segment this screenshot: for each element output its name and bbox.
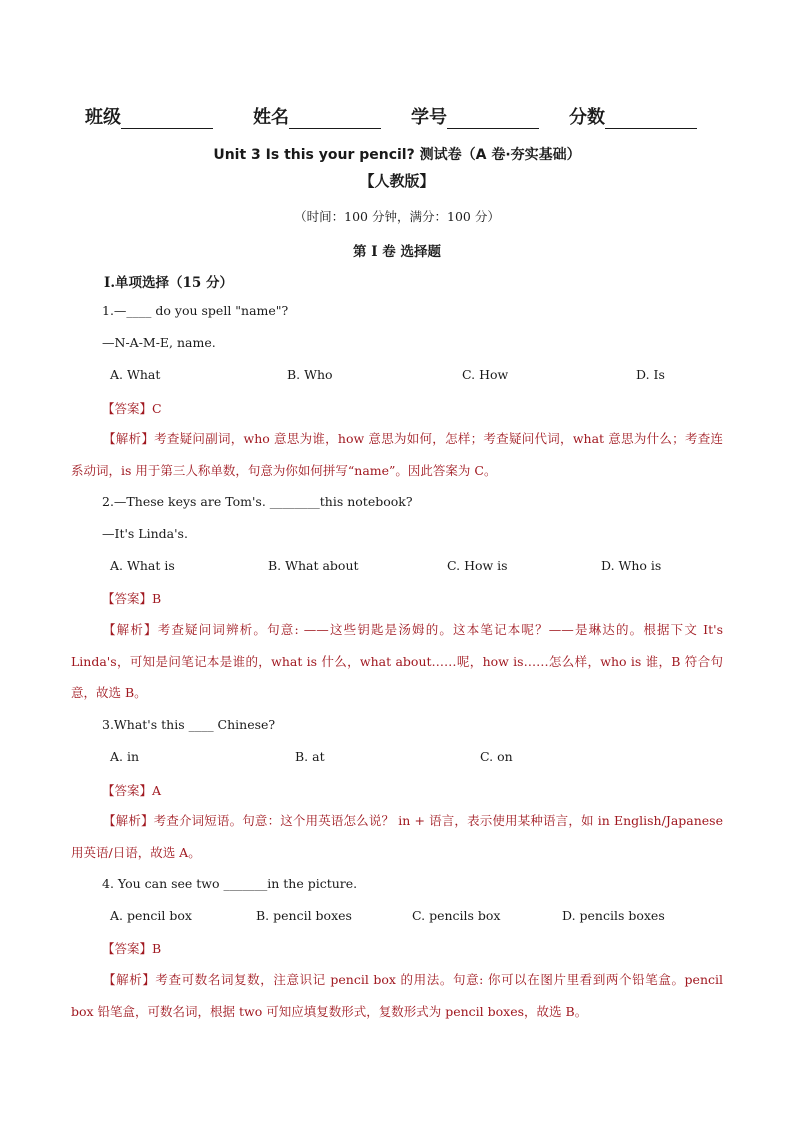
q4-option-d[interactable]: D. pencils boxes: [562, 908, 665, 923]
q2-answer: 【答案】B: [102, 591, 162, 606]
q4-analysis: 【解析】考查可数名词复数，注意识记 pencil box 的用法。句意: 你可以在图片里看到两个铅笔盒。pencil box 铅笔盒，可数名词，根据 two 可知应填复数形式，复数形式为 pencil boxes，故选 B。: [71, 972, 723, 1019]
class-blank[interactable]: [121, 108, 213, 129]
q4-option-b[interactable]: B. pencil boxes: [256, 908, 352, 923]
class-field: [85, 103, 213, 129]
question-2-reply: —It's Linda's.: [102, 526, 188, 541]
q3-analysis: 【解析】考查介词短语。句意：这个用英语怎么说？ in + 语言，表示使用某种语言，如 in English/Japanese 用英语/日语，故选 A。: [71, 813, 723, 860]
q1-option-d[interactable]: D. Is: [636, 367, 665, 382]
class-label: 班级: [85, 107, 121, 128]
q3-option-c[interactable]: C. on: [480, 749, 513, 764]
q4-option-c[interactable]: C. pencils box: [412, 908, 501, 923]
exam-title: Unit 3 Is this your pencil? 测试卷（A 卷·夯实基础）: [213, 147, 581, 163]
part-title: I.单项选择（15 分）: [104, 275, 234, 291]
score-label: 分数: [569, 107, 605, 128]
q4-option-a[interactable]: A. pencil box: [110, 908, 192, 923]
q2-option-b[interactable]: B. What about: [268, 558, 359, 573]
q3-option-a[interactable]: A. in: [110, 749, 140, 764]
edition-label: 【人教版】: [359, 172, 435, 190]
student-id-label: 学号: [411, 107, 447, 128]
q2-option-a[interactable]: A. What is: [110, 558, 175, 573]
q1-option-b[interactable]: B. Who: [287, 367, 333, 382]
q1-option-a[interactable]: A. What: [110, 367, 161, 382]
section-title: 第 I 卷 选择题: [353, 244, 441, 260]
student-id-field: [411, 103, 539, 129]
q2-analysis: 【解析】考查疑问词辨析。句意: ——这些钥匙是汤姆的。这本笔记本呢？——是琳达的。根据下文 It's Linda's，可知是问笔记本是谁的，what is 什么，what about……呢，how is……怎么样，who is 谁，B 符合句意，故选 B。: [71, 622, 723, 700]
question-4: 4. You can see two _______in the picture.: [102, 876, 358, 891]
q1-answer: 【答案】C: [102, 401, 162, 416]
question-1: 1.—____ do you spell "name"?: [102, 303, 289, 318]
time-limit: （时间：100 分钟，满分：100 分）: [294, 209, 500, 224]
score-field: [569, 103, 697, 129]
q1-analysis: 【解析】考查疑问副词，who 意思为谁，how 意思为如何，怎样；考查疑问代词，what 意思为什么；考查连系动词，is 用于第三人称单数，句意为你如何拼写“name”。因此答案为 C。: [71, 431, 723, 478]
name-blank[interactable]: [289, 108, 381, 129]
name-label: 姓名: [253, 107, 289, 128]
question-2: 2.—These keys are Tom's. ________this notebook?: [102, 494, 413, 509]
q2-option-d[interactable]: D. Who is: [601, 558, 662, 573]
q4-answer: 【答案】B: [102, 941, 162, 956]
score-blank[interactable]: [605, 108, 697, 129]
student-id-blank[interactable]: [447, 108, 539, 129]
q2-option-c[interactable]: C. How is: [447, 558, 508, 573]
q3-answer: 【答案】A: [102, 783, 162, 798]
name-field: [253, 103, 381, 129]
q1-option-c[interactable]: C. How: [462, 367, 509, 382]
q3-option-b[interactable]: B. at: [295, 749, 325, 764]
question-3: 3.What's this ____ Chinese?: [102, 717, 276, 732]
student-info-row: [85, 103, 715, 131]
question-1-reply: —N-A-M-E, name.: [102, 335, 216, 350]
